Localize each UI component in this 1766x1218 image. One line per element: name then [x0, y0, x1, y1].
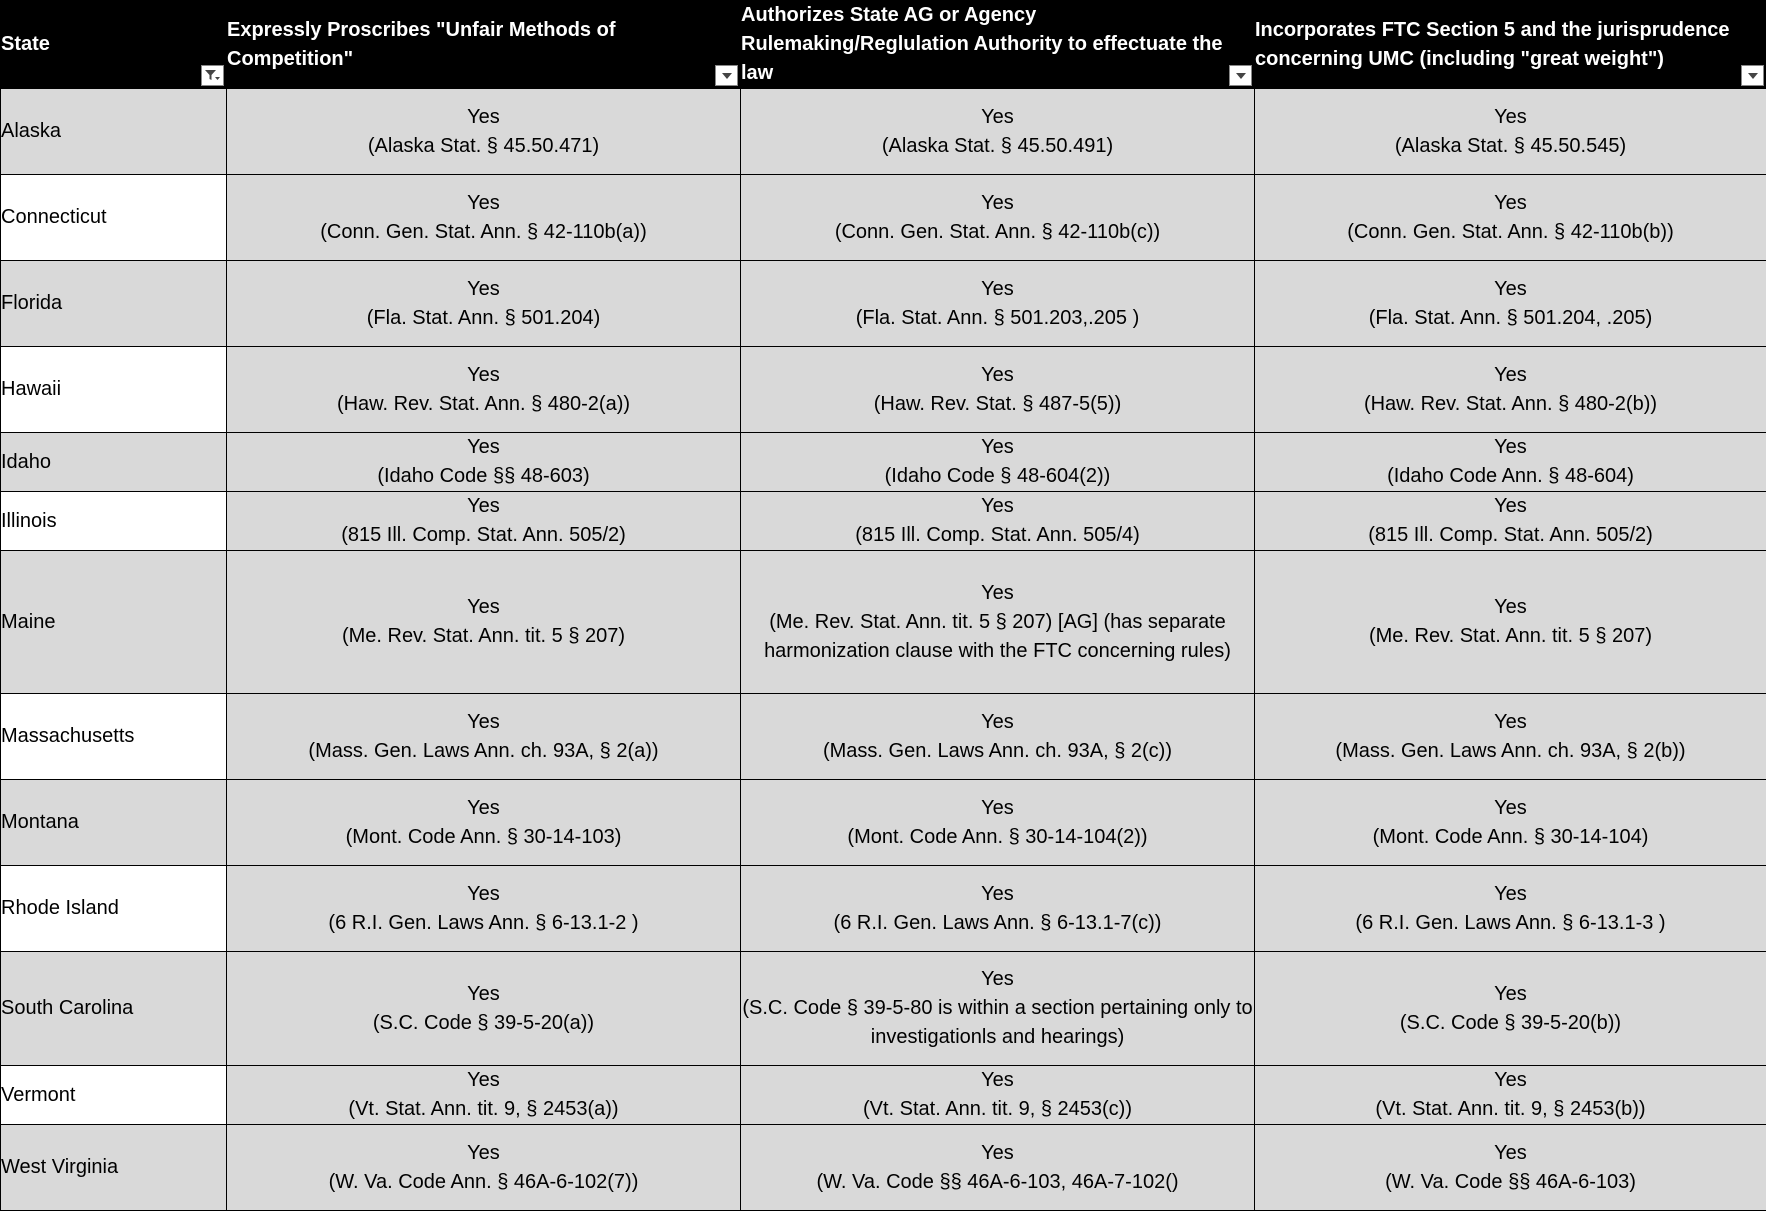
cell-answer: Yes — [981, 796, 1014, 819]
cell-citation: (Vt. Stat. Ann. tit. 9, § 2453(b)) — [1375, 1098, 1646, 1120]
cell-citation: (Fla. Stat. Ann. § 501.204) — [366, 306, 601, 329]
law-cell-col1[interactable] — [227, 866, 741, 952]
law-cell-col3[interactable] — [1255, 175, 1766, 261]
cell-answer: Yes — [981, 363, 1014, 386]
law-cell-col3[interactable] — [1255, 1066, 1766, 1125]
state-cell[interactable]: Vermont — [1, 1066, 227, 1125]
table-row — [1, 347, 1766, 433]
chevron-down-icon — [1747, 72, 1759, 80]
cell-answer: Yes — [1494, 982, 1527, 1005]
cell-answer: Yes — [1494, 710, 1527, 733]
header-col3-label: Incorporates FTC Section 5 and the jurisprudence concerning UMC (including "great weight") — [1255, 18, 1730, 70]
law-cell-col2[interactable] — [741, 175, 1255, 261]
cell-citation: (S.C. Code § 39-5-20(b)) — [1399, 1011, 1622, 1034]
table-row — [1, 433, 1766, 492]
cell-citation: (Haw. Rev. Stat. Ann. § 480-2(b)) — [1363, 392, 1658, 415]
cell-citation: (Fla. Stat. Ann. § 501.204, .205) — [1368, 306, 1653, 329]
state-cell[interactable]: Florida — [1, 261, 227, 347]
law-cell-col2[interactable] — [741, 1066, 1255, 1125]
cell-answer: Yes — [981, 277, 1014, 300]
cell-citation: (Fla. Stat. Ann. § 501.203,.205 ) — [855, 306, 1140, 329]
cell-citation: (Mont. Code Ann. § 30-14-104) — [1372, 825, 1649, 848]
state-cell[interactable]: Hawaii — [1, 347, 227, 433]
law-cell-col1[interactable] — [227, 261, 741, 347]
table-row — [1, 492, 1766, 551]
law-cell-col3[interactable] — [1255, 89, 1766, 175]
cell-answer: Yes — [981, 581, 1014, 604]
law-cell-col1[interactable] — [227, 551, 741, 694]
table-row — [1, 89, 1766, 175]
cell-answer: Yes — [467, 710, 500, 733]
law-cell-col3[interactable] — [1255, 780, 1766, 866]
cell-answer: Yes — [1494, 277, 1527, 300]
state-cell[interactable]: Connecticut — [1, 175, 227, 261]
table-row — [1, 261, 1766, 347]
cell-citation: (Vt. Stat. Ann. tit. 9, § 2453(c)) — [862, 1098, 1132, 1120]
filter-funnel-icon — [204, 69, 221, 82]
state-cell[interactable]: Alaska — [1, 89, 227, 175]
header-col1-label: Expressly Proscribes "Unfair Methods of Competition" — [227, 18, 616, 70]
cell-answer: Yes — [467, 796, 500, 819]
cell-answer: Yes — [1494, 596, 1527, 618]
cell-citation: (Mont. Code Ann. § 30-14-104(2)) — [847, 825, 1148, 848]
cell-answer: Yes — [1494, 436, 1527, 458]
cell-citation: (Alaska Stat. § 45.50.491) — [881, 134, 1114, 157]
cell-citation: (815 Ill. Comp. Stat. Ann. 505/2) — [341, 524, 626, 546]
cell-answer: Yes — [467, 982, 500, 1005]
header-state-label: State — [1, 33, 50, 55]
cell-citation: (Idaho Code § 48-604(2)) — [884, 465, 1111, 487]
cell-answer: Yes — [1494, 1141, 1527, 1164]
cell-citation: (Idaho Code §§ 48-603) — [377, 465, 590, 487]
cell-answer: Yes — [981, 882, 1014, 905]
cell-citation: investigationls and hearings) — [870, 1026, 1125, 1048]
header-col2-label: Authorizes State AG or Agency Rulemaking/Reglulation Authority to effectuate the law — [741, 4, 1223, 84]
cell-answer: Yes — [1494, 1069, 1527, 1091]
law-cell-col3[interactable] — [1255, 261, 1766, 347]
law-cell-col1[interactable] — [227, 492, 741, 551]
cell-citation: (Conn. Gen. Stat. Ann. § 42-110b(a)) — [320, 220, 647, 243]
cell-answer: Yes — [981, 495, 1014, 517]
chevron-down-icon — [721, 72, 733, 80]
cell-citation: (Vt. Stat. Ann. tit. 9, § 2453(a)) — [348, 1098, 619, 1120]
cell-answer: Yes — [981, 191, 1014, 214]
cell-citation: (Mass. Gen. Laws Ann. ch. 93A, § 2(c)) — [822, 739, 1173, 762]
table-row — [1, 866, 1766, 952]
state-cell[interactable]: Massachusetts — [1, 694, 227, 780]
cell-answer: Yes — [467, 495, 500, 517]
cell-answer: Yes — [981, 436, 1014, 458]
cell-answer: Yes — [467, 191, 500, 214]
cell-answer: Yes — [467, 1141, 500, 1164]
table-row — [1, 694, 1766, 780]
cell-citation: (Me. Rev. Stat. Ann. tit. 5 § 207) — [341, 625, 626, 647]
law-cell-col1[interactable] — [227, 780, 741, 866]
cell-answer: Yes — [1494, 796, 1527, 819]
cell-answer: Yes — [467, 596, 500, 618]
law-cell-col1[interactable] — [227, 952, 741, 1066]
cell-answer: Yes — [981, 710, 1014, 733]
law-cell-col2[interactable] — [741, 89, 1255, 175]
table-row — [1, 551, 1766, 694]
cell-answer: Yes — [981, 1069, 1014, 1091]
header-state — [1, 1, 227, 89]
cell-answer: Yes — [1494, 882, 1527, 905]
filter-dropdown-button-col3[interactable] — [1741, 65, 1764, 86]
table-row — [1, 175, 1766, 261]
cell-answer: Yes — [1494, 495, 1527, 517]
state-cell[interactable]: Maine — [1, 551, 227, 694]
law-cell-col2[interactable] — [741, 551, 1255, 694]
table-row — [1, 952, 1766, 1066]
filter-dropdown-button-col1[interactable] — [715, 65, 738, 86]
state-cell[interactable]: Montana — [1, 780, 227, 866]
cell-citation: (Alaska Stat. § 45.50.471) — [367, 134, 600, 157]
cell-answer: Yes — [467, 1069, 500, 1091]
cell-citation: (815 Ill. Comp. Stat. Ann. 505/2) — [1368, 524, 1653, 546]
law-cell-col3[interactable] — [1255, 433, 1766, 492]
state-cell[interactable]: West Virginia — [1, 1125, 227, 1211]
cell-answer: Yes — [1494, 191, 1527, 214]
law-cell-col2[interactable] — [741, 952, 1255, 1066]
cell-citation: (Conn. Gen. Stat. Ann. § 42-110b(c)) — [834, 220, 1161, 243]
law-cell-col1[interactable] — [227, 347, 741, 433]
cell-citation: (Alaska Stat. § 45.50.545) — [1394, 134, 1627, 157]
cell-answer: Yes — [467, 105, 500, 128]
law-cell-col3[interactable] — [1255, 551, 1766, 694]
state-cell[interactable]: South Carolina — [1, 952, 227, 1066]
law-cell-col1[interactable] — [227, 694, 741, 780]
law-cell-col2[interactable] — [741, 780, 1255, 866]
table-body — [1, 89, 1766, 1211]
cell-citation: (Mont. Code Ann. § 30-14-103) — [345, 825, 622, 848]
cell-citation: (6 R.I. Gen. Laws Ann. § 6-13.1-3 ) — [1355, 911, 1666, 934]
law-cell-col2[interactable] — [741, 866, 1255, 952]
cell-citation: (Conn. Gen. Stat. Ann. § 42-110b(b)) — [1347, 220, 1674, 243]
chevron-down-icon — [1235, 72, 1247, 80]
law-cell-col2[interactable] — [741, 347, 1255, 433]
law-cell-col1[interactable] — [227, 175, 741, 261]
cell-answer: Yes — [981, 968, 1014, 990]
law-cell-col1[interactable] — [227, 89, 741, 175]
cell-answer: Yes — [981, 105, 1014, 128]
table-row — [1, 1066, 1766, 1125]
cell-citation: (W. Va. Code §§ 46A-6-103) — [1385, 1170, 1636, 1193]
table-row — [1, 1125, 1766, 1211]
law-cell-col3[interactable] — [1255, 952, 1766, 1066]
cell-answer: Yes — [981, 1141, 1014, 1164]
law-cell-col2[interactable] — [741, 261, 1255, 347]
cell-citation: (Haw. Rev. Stat. Ann. § 480-2(a)) — [336, 392, 631, 415]
cell-answer: Yes — [467, 436, 500, 458]
filter-dropdown-button-col2[interactable] — [1229, 65, 1252, 86]
law-cell-col2[interactable] — [741, 492, 1255, 551]
law-cell-col3[interactable] — [1255, 866, 1766, 952]
cell-citation: (6 R.I. Gen. Laws Ann. § 6-13.1-7(c)) — [833, 911, 1162, 934]
law-cell-col2[interactable] — [741, 694, 1255, 780]
header-col1 — [227, 1, 741, 89]
law-cell-col3[interactable] — [1255, 347, 1766, 433]
cell-citation: (Me. Rev. Stat. Ann. tit. 5 § 207) — [1368, 625, 1653, 647]
table-row — [1, 780, 1766, 866]
state-cell[interactable]: Rhode Island — [1, 866, 227, 952]
cell-citation: (S.C. Code § 39-5-80 is within a section pertaining only to — [742, 997, 1253, 1019]
law-cell-col2[interactable] — [741, 1125, 1255, 1211]
cell-answer: Yes — [467, 363, 500, 386]
cell-citation: (815 Ill. Comp. Stat. Ann. 505/4) — [855, 524, 1140, 546]
cell-citation: (Mass. Gen. Laws Ann. ch. 93A, § 2(a)) — [308, 739, 659, 762]
cell-citation: (6 R.I. Gen. Laws Ann. § 6-13.1-2 ) — [328, 911, 639, 934]
cell-answer: Yes — [467, 277, 500, 300]
filter-applied-button-state[interactable] — [201, 65, 224, 86]
cell-citation: (W. Va. Code §§ 46A-6-103, 46A-7-102() — [816, 1170, 1179, 1193]
cell-answer: Yes — [1494, 363, 1527, 386]
state-cell[interactable]: Idaho — [1, 433, 227, 492]
cell-citation: harmonization clause with the FTC concerning rules) — [764, 639, 1231, 662]
law-cell-col2[interactable] — [741, 433, 1255, 492]
cell-citation: (Haw. Rev. Stat. § 487-5(5)) — [873, 392, 1122, 415]
header-col3 — [1255, 1, 1766, 89]
law-cell-col3[interactable] — [1255, 492, 1766, 551]
law-cell-col3[interactable] — [1255, 1125, 1766, 1211]
header-col2 — [741, 1, 1255, 89]
header-row — [1, 1, 1766, 89]
cell-citation: (W. Va. Code Ann. § 46A-6-102(7)) — [328, 1170, 639, 1193]
cell-citation: (Idaho Code Ann. § 48-604) — [1387, 465, 1634, 487]
cell-citation: (S.C. Code § 39-5-20(a)) — [372, 1011, 595, 1034]
law-cell-col1[interactable] — [227, 1125, 741, 1211]
law-cell-col3[interactable] — [1255, 694, 1766, 780]
state-cell[interactable]: Illinois — [1, 492, 227, 551]
cell-citation: (Me. Rev. Stat. Ann. tit. 5 § 207) [AG] (has separate — [769, 610, 1226, 633]
cell-answer: Yes — [1494, 105, 1527, 128]
law-cell-col1[interactable] — [227, 1066, 741, 1125]
cell-citation: (Mass. Gen. Laws Ann. ch. 93A, § 2(b)) — [1335, 739, 1686, 762]
cell-answer: Yes — [467, 882, 500, 905]
law-cell-col1[interactable] — [227, 433, 741, 492]
